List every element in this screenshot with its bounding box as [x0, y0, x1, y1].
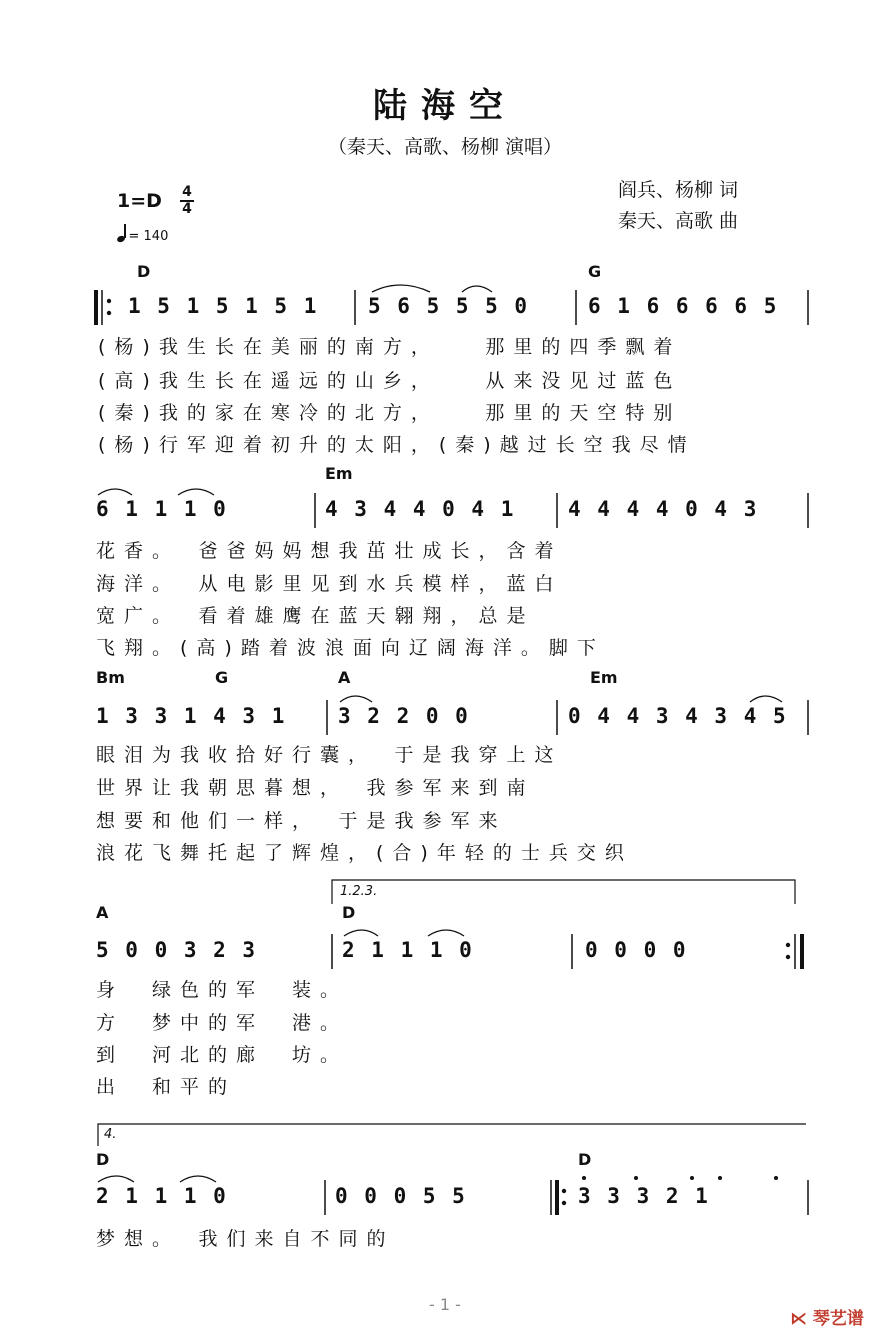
tie-mark	[750, 696, 782, 702]
song-title: 陆海空	[373, 86, 517, 126]
measure-notes: 4 3 4 4 0 4 1	[325, 497, 516, 521]
chord: Em	[325, 464, 353, 483]
measure-notes: 2 1 1 1 0	[342, 938, 474, 962]
lyric-line: 身 绿色的军 装。	[96, 979, 349, 1001]
page-number: - 1 -	[429, 1295, 461, 1314]
time-signature-bottom: 4	[182, 201, 192, 217]
measure-notes: 1 3 3 1 4 3 1	[96, 704, 287, 728]
octave-dot	[718, 1176, 722, 1180]
lyric-line: 想要和他们一样， 于是我参军来	[96, 810, 507, 832]
chord: D	[342, 903, 356, 922]
lyric-line: 梦想。 我们来自不同的	[96, 1228, 395, 1250]
lyric-line: (高)我生长在遥远的山乡， 从来没见过蓝色	[98, 370, 682, 392]
tie-mark	[462, 286, 492, 292]
chord: A	[338, 668, 351, 687]
lyric-line: 飞翔。(高)踏着波浪面向辽阔海洋。脚下	[96, 637, 605, 659]
measure-notes: 5 6 5 5 5 0	[368, 294, 530, 318]
measure-notes: 5 0 0 3 2 3	[96, 938, 258, 962]
volta-label: 1.2.3.	[340, 884, 378, 899]
octave-dot	[690, 1176, 694, 1180]
lyricist-credit: 阎兵、杨柳 词	[618, 179, 739, 201]
measure-notes: 0 0 0 5 5	[335, 1184, 467, 1208]
tie-mark	[178, 489, 214, 495]
lyric-line: (杨)我生长在美丽的南方， 那里的四季飘着	[98, 336, 682, 358]
lyric-line: 方 梦中的军 港。	[96, 1012, 349, 1034]
lyric-line: 浪花飞舞托起了辉煌，(合)年轻的士兵交织	[96, 842, 633, 864]
octave-dot	[774, 1176, 778, 1180]
repeat-dot	[786, 943, 790, 947]
lyric-line: (秦)我的家在寒冷的北方， 那里的天空特别	[98, 402, 682, 424]
tie-mark	[372, 285, 430, 292]
tie-mark	[98, 489, 132, 495]
lyric-line: 海洋。 从电影里见到水兵模样，蓝白	[96, 573, 563, 595]
measure-notes: 3 2 2 0 0	[338, 704, 470, 728]
chord: D	[96, 1150, 110, 1169]
measure-notes: 2 1 1 1 0	[96, 1184, 228, 1208]
chord: Em	[590, 668, 618, 687]
octave-dot	[582, 1176, 586, 1180]
performers-subtitle: （秦天、高歌、杨柳 演唱）	[327, 136, 563, 158]
repeat-dot	[562, 1201, 566, 1205]
lyric-line: 眼泪为我收拾好行囊， 于是我穿上这	[96, 744, 563, 766]
lyric-line: 花香。 爸爸妈妈想我茁壮成长，含着	[96, 540, 563, 562]
lyric-line: 世界让我朝思暮想， 我参军来到南	[96, 777, 535, 799]
measure-notes: 0 0 0 0	[585, 938, 688, 962]
repeat-dot	[786, 955, 790, 959]
tempo-value: = 140	[128, 229, 169, 244]
repeat-dot	[107, 299, 111, 303]
lyric-line: 到 河北的廊 坊。	[96, 1044, 349, 1066]
lyric-line: 宽广。 看着雄鹰在蓝天翱翔，总是	[96, 605, 535, 627]
octave-dot	[634, 1176, 638, 1180]
tie-mark	[180, 1176, 216, 1182]
key-signature: 1=D	[117, 190, 162, 212]
tie-mark	[340, 696, 372, 702]
composer-credit: 秦天、高歌 曲	[618, 210, 739, 232]
measure-notes: 6 1 1 1 0	[96, 497, 228, 521]
volta-bracket	[98, 1124, 806, 1146]
chord: D	[137, 262, 151, 281]
chord: G	[588, 262, 602, 281]
volta-bracket	[332, 880, 795, 904]
measure-notes: 4 4 4 4 0 4 3	[568, 497, 759, 521]
tie-mark	[344, 930, 378, 936]
repeat-dot	[107, 311, 111, 315]
measure-notes: 3 3 3 2 1	[578, 1184, 710, 1208]
repeat-dot	[562, 1189, 566, 1193]
chord: Bm	[96, 668, 125, 687]
time-signature-top: 4	[182, 184, 192, 200]
watermark-icon: ⋉	[790, 1309, 807, 1329]
tie-mark	[428, 930, 464, 936]
lyric-line: (杨)行军迎着初升的太阳，(秦)越过长空我尽情	[98, 434, 696, 456]
measure-notes: 6 1 6 6 6 6 5	[588, 294, 779, 318]
measure-notes: 0 4 4 3 4 3 4 5	[568, 704, 788, 728]
chord: A	[96, 903, 109, 922]
volta-label: 4.	[104, 1127, 117, 1142]
chord: D	[578, 1150, 592, 1169]
tie-mark	[98, 1176, 134, 1182]
chord: G	[215, 668, 229, 687]
lyric-line: 出 和平的	[96, 1076, 237, 1098]
measure-notes: 1 5 1 5 1 5 1	[128, 294, 319, 318]
watermark-text: 琴艺谱	[812, 1309, 864, 1329]
